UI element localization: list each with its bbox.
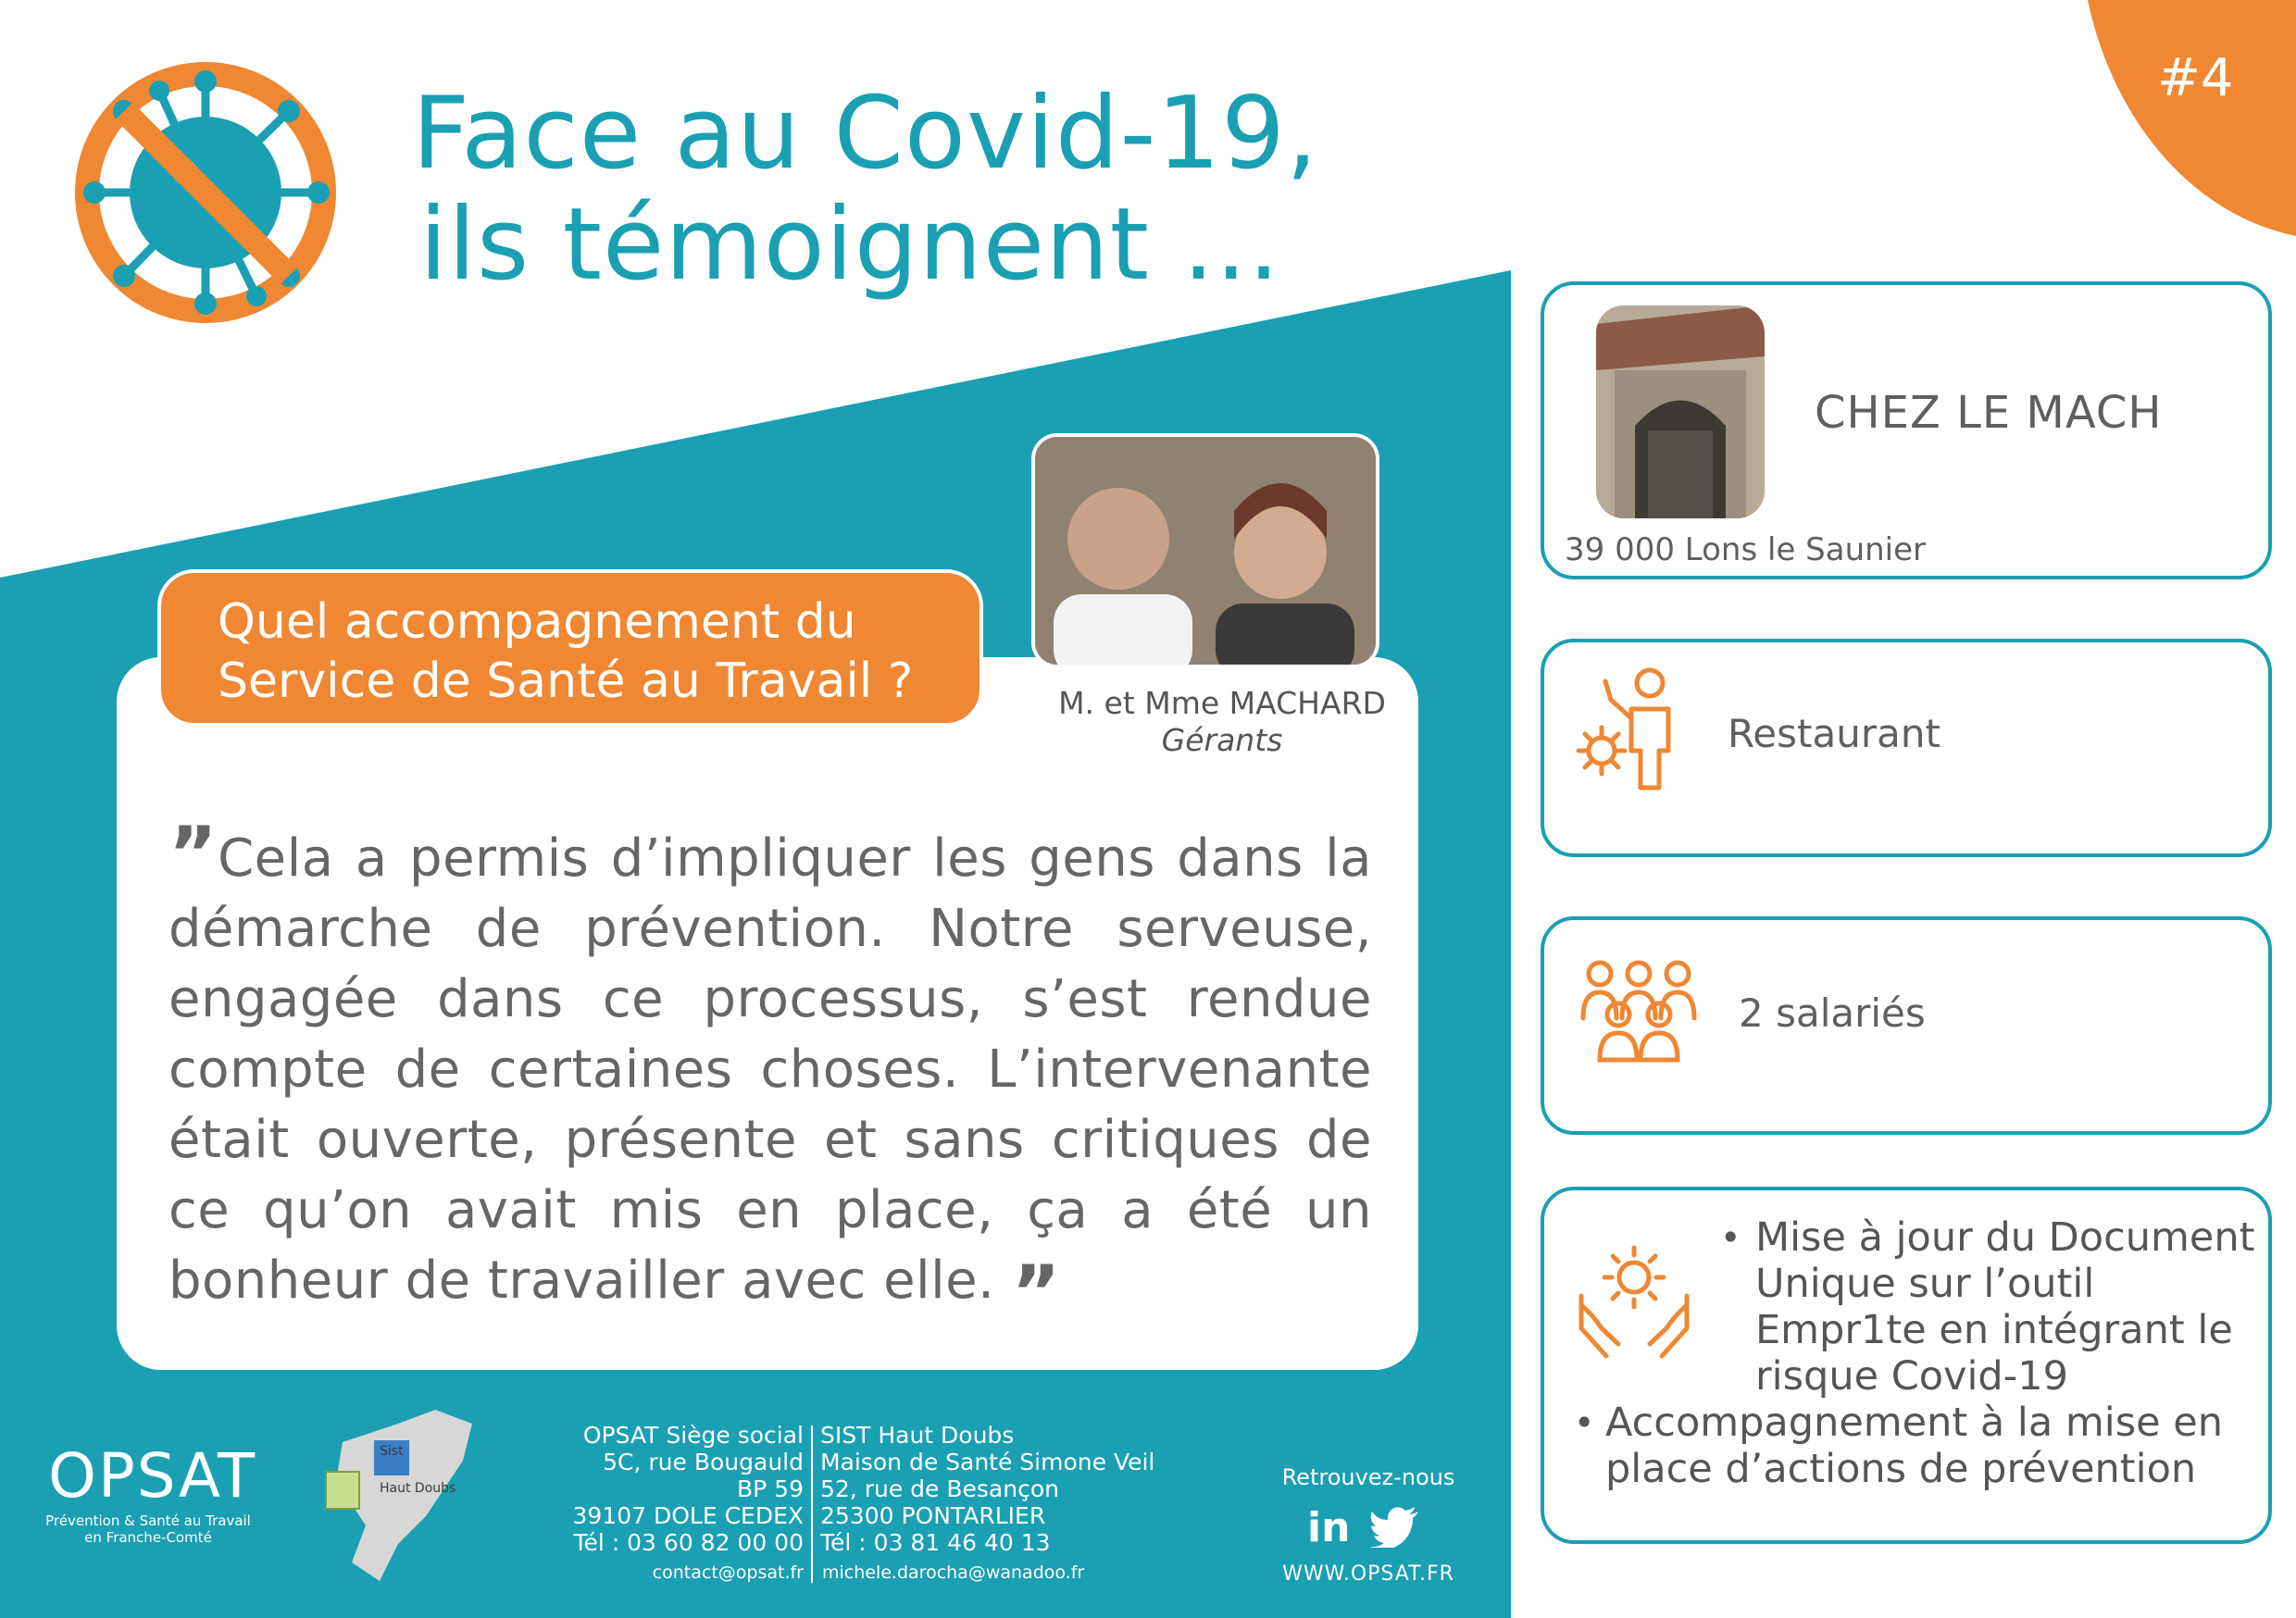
tagline-line-1: Prévention & Santé au Travail	[45, 1512, 251, 1529]
address-line: BP 59	[737, 1475, 804, 1502]
issue-corner	[2046, 0, 2296, 236]
people-names: M. et Mme MACHARD	[1058, 685, 1386, 721]
worker-gear-icon	[1574, 663, 1685, 792]
group-people-icon	[1574, 953, 1703, 1064]
opsat-logo: OPSAT	[48, 1440, 257, 1512]
action-text: Mise à jour du Document Unique sur l’outil Empr1te en intégrant le risque Covid-19	[1755, 1214, 2255, 1400]
address-line: 52, rue de Besançon	[820, 1475, 1059, 1502]
sist-logo-text-1: Sist	[380, 1444, 404, 1459]
address-line: OPSAT Siège social	[582, 1422, 804, 1449]
address-line: 5C, rue Bougauld	[603, 1449, 804, 1475]
company-city: 39 000 Lons le Saunier	[1565, 531, 1927, 568]
sist-logo-text-2: Haut Doubs	[380, 1481, 456, 1496]
title-line-1: Face au Covid-19,	[412, 76, 1319, 192]
linkedin-icon[interactable]: in	[1307, 1504, 1351, 1551]
sist-map-logo	[315, 1405, 491, 1587]
quote-text: Cela a permis d’impliquer les gens dans la démarche de prévention. Notre serveuse, engagée dans ce processus, s’est rendue compte de certaines choses. L’intervenante était ouverte, présente et sans critiques de ce qu’on avait mis en place, ça a été un bonheur de travailler avec elle.	[168, 828, 1372, 1311]
address-line: Maison de Santé Simone Veil	[820, 1449, 1155, 1475]
address-line: Tél : 03 60 82 00 00	[573, 1529, 804, 1556]
no-virus-icon	[67, 54, 344, 331]
address-divider	[811, 1425, 813, 1583]
question-line-1: Quel accompagnement du	[218, 594, 856, 650]
storefront-photo	[1596, 305, 1765, 518]
title-line-2: ils témoignent ...	[419, 187, 1281, 303]
sist-email-link[interactable]: michele.darocha@wanadoo.fr	[822, 1562, 1085, 1583]
people-caption	[1028, 685, 1416, 759]
action-text: Accompagnement à la mise en place d’actions de prévention	[1605, 1400, 2223, 1492]
question-line-2: Service de Santé au Travail ?	[218, 653, 914, 709]
opsat-address	[555, 1422, 804, 1556]
portrait-photo	[1031, 433, 1379, 668]
employee-count: 2 salariés	[1739, 990, 1926, 1036]
twitter-icon[interactable]	[1370, 1507, 1420, 1548]
issue-number: #4	[2157, 48, 2234, 108]
company-sector: Restaurant	[1728, 711, 1940, 756]
website-link[interactable]: WWW.OPSAT.FR	[1282, 1562, 1454, 1586]
address-line: 39107 DOLE CEDEX	[572, 1502, 804, 1529]
opsat-email-link[interactable]: contact@opsat.fr	[652, 1562, 804, 1583]
action-item: • Mise à jour du Document Unique sur l’outil Empr1te en intégrant le risque Covid-19	[1720, 1214, 2255, 1400]
company-name: CHEZ LE MACH	[1815, 387, 2163, 439]
address-line: SIST Haut Doubs	[820, 1422, 1015, 1449]
tagline-line-2: en Franche-Comté	[84, 1529, 212, 1546]
action-item: • Accompagnement à la mise en place d’actions de prévention	[1574, 1400, 2223, 1492]
actions-list	[1574, 1214, 2277, 1492]
close-quote-mark: ”	[1011, 1250, 1061, 1336]
sist-address	[820, 1422, 1172, 1556]
people-role: Gérants	[1161, 722, 1283, 758]
address-line: 25300 PONTARLIER	[820, 1502, 1046, 1529]
address-line: Tél : 03 81 46 40 13	[820, 1529, 1051, 1556]
page-title	[412, 76, 1319, 303]
follow-us-label: Retrouvez-nous	[1281, 1464, 1455, 1490]
opsat-tagline	[37, 1512, 259, 1546]
testimonial-quote	[168, 811, 1372, 1336]
open-quote-mark: ”	[168, 811, 218, 897]
question-text	[218, 592, 977, 711]
